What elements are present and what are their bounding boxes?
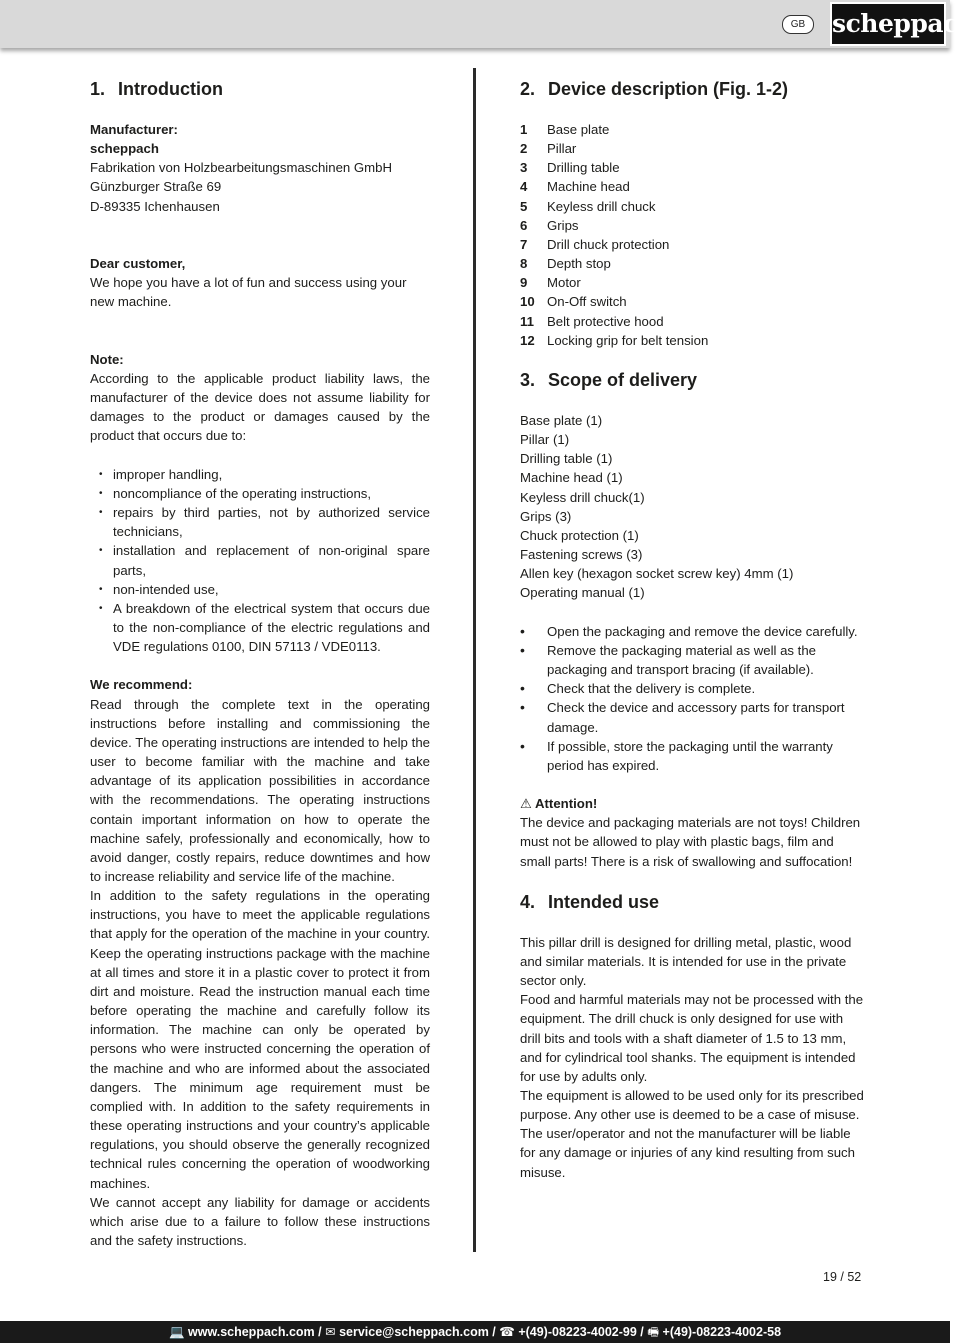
section-heading-scope-of-delivery: 3. Scope of delivery [520,370,698,391]
footer-fax: +(49)-08223-4002-58 [662,1325,782,1339]
liability-exclusions-list [90,465,430,657]
list-item: Grips (3) [520,508,572,524]
list-item: 4 Machine head [520,179,630,195]
list-item: 8 Depth stop [520,256,611,272]
computer-icon: 💻 [168,1325,185,1339]
intended-use-paragraph: Food and harmful materials may not be processed with the equipment. The drill chuck is only designed for use with drill bits and tools with a shaft diameter of 1.5 to 13 mm, and for cylindrical tool shanks. The equipment is intended for use by adults only. [520,992,864,1084]
language-badge: GB [782,15,814,34]
list-item: Machine head (1) [520,470,623,486]
attention-text: The device and packaging materials are not toys! Children must not be allowed to play with plastic bags, film and small parts! There is a risk of swallowing and suffocation! [520,815,861,869]
manufacturer-name: scheppach [90,141,159,157]
list-item: • installation and replacement of non-original spare parts, [90,541,430,579]
intended-use-paragraph: This pillar drill is designed for drilling metal, plastic, wood and similar materials. It is intended for use in the private sector only. [520,934,852,989]
manufacturer-label: Manufacturer: [90,122,178,137]
list-item: • Open the packaging and remove the device carefully. [520,622,865,641]
left-column [90,78,430,1250]
footer-website: www.scheppach.com [188,1325,315,1339]
list-item: Keyless drill chuck(1) [520,489,645,505]
list-item: 6 Grips [520,217,579,233]
dear-customer-label: Dear customer, [90,256,186,272]
list-item: 2 Pillar [520,141,577,157]
page-header [0,0,975,48]
list-item: • If possible, store the packaging until the warranty period has expired. [520,737,865,775]
list-item: • noncompliance of the operating instructions, [90,484,430,503]
list-item: • non-intended use, [90,580,430,599]
list-item: 11 Belt protective hood [520,313,664,329]
recommend-label: We recommend: [90,677,193,693]
page-footer: 💻 www.scheppach.com / ✉ service@scheppach.com / ☎ +(49)-08223-4002-99 / 🖷 +(49)-08223-4002-58 [0,1321,950,1343]
section-heading-device-description: 2. Device description (Fig. 1-2) [520,79,789,99]
recommend-paragraph: Read through the complete text in the operating instructions before installing and commissioning the device. The operating instructions are intended to help the user to become familiar with the machine and take advantage of its application possibilities in accordance with the recommendations. The operating instructions contain important information on how to operate the machine safely, professionally and economically, how to avoid danger, costly repairs, reduce downtimes and how to increase reliability and service life of the machine. [90,696,430,884]
list-item: • Remove the packaging material as well as the packaging and transport bracing (if available). [520,641,865,679]
recommend-paragraph: In addition to the safety regulations in the operating instructions, you have to meet the applicable regulations that apply for the operation of the machine in your country. Keep the operating instructions package with the machine at all times and store it in a plastic cover to protect it from dirt and moisture. Read the instruction manual each time before operating the machine and carefully follow its information. The machine can only be operated by persons who were instructed concerning the operation of the machine and who are informed about the associated dangers. The minimum age requirement must be complied with. In addition to the safety requirements in these operating instructions and your country’s applicable regulations, you should observe the generally recognized technical rules concerning the operation of woodworking machines. [90,888,430,1191]
list-item: Fastening screws (3) [520,547,643,563]
address-line: Günzburger Straße 69 [90,179,222,195]
email-icon: ✉ [325,1325,336,1339]
recommend-paragraph: We cannot accept any liability for damage or accidents which arise due to a failure to follow these instructions and the safety instructions. [90,1194,430,1248]
note-label: Note: [90,351,124,367]
list-item: Drilling table (1) [520,451,613,467]
address-line: Fabrikation von Holzbearbeitungsmaschinen GmbH [90,160,392,176]
note-text: According to the applicable product liability laws, the manufacturer of the device does not assume liability for damages to the product or damages caused by the product that occurs due to: [90,370,430,444]
list-item: 9 Motor [520,275,581,291]
address-line: D-89335 Ichenhausen [90,198,220,214]
list-item: 5 Keyless drill chuck [520,198,656,214]
attention-label: Attention! [535,796,598,812]
section-heading-introduction: 1. Introduction [90,79,223,99]
column-divider [473,68,476,1252]
list-item: 3 Drilling table [520,160,620,176]
list-item: Pillar (1) [520,432,570,448]
list-item: • A breakdown of the electrical system that occurs due to the non-compliance of the electric regulations and VDE regulations 0100, DIN 57113 / VDE0113. [90,599,430,656]
list-item: 7 Drill chuck protection [520,236,670,252]
list-item: Allen key (hexagon socket screw key) 4mm (1) [520,566,794,582]
list-item: • repairs by third parties, not by authorized service technicians, [90,503,430,541]
list-item: 1 Base plate [520,122,610,137]
list-item: • Check the device and accessory parts for transport damage. [520,698,865,736]
dear-customer-text: We hope you have a lot of fun and success using your new machine. [90,275,407,310]
list-item: Chuck protection (1) [520,527,639,543]
page-number: 19 / 52 [823,1270,862,1284]
list-item: 12 Locking grip for belt tension [520,332,709,348]
footer-phone: +(49)-08223-4002-99 [518,1325,637,1339]
parts-list [520,120,865,350]
footer-email: service@scheppach.com [339,1325,489,1339]
fax-icon: 🖷 [647,1325,660,1339]
right-column [520,78,865,1182]
unpacking-steps-list [520,622,865,775]
phone-icon: ☎ [499,1325,515,1339]
list-item: • improper handling, [90,465,430,484]
list-item: • Check that the delivery is complete. [520,679,865,698]
section-heading-intended-use: 4. Intended use [520,891,660,912]
intended-use-paragraph: The equipment is allowed to be used only for its prescribed purpose. Any other use is deemed to be a case of misuse. The user/operator and not the manufacturer will be liable for any damage or injuries of any kind resulting from such misuse. [520,1087,864,1180]
warning-icon: ⚠ [520,796,532,812]
scheppach-logo: scheppach [830,2,946,46]
list-item: Operating manual (1) [520,585,645,601]
list-item: Base plate (1) [520,413,603,429]
list-item: 10 On-Off switch [520,294,627,310]
